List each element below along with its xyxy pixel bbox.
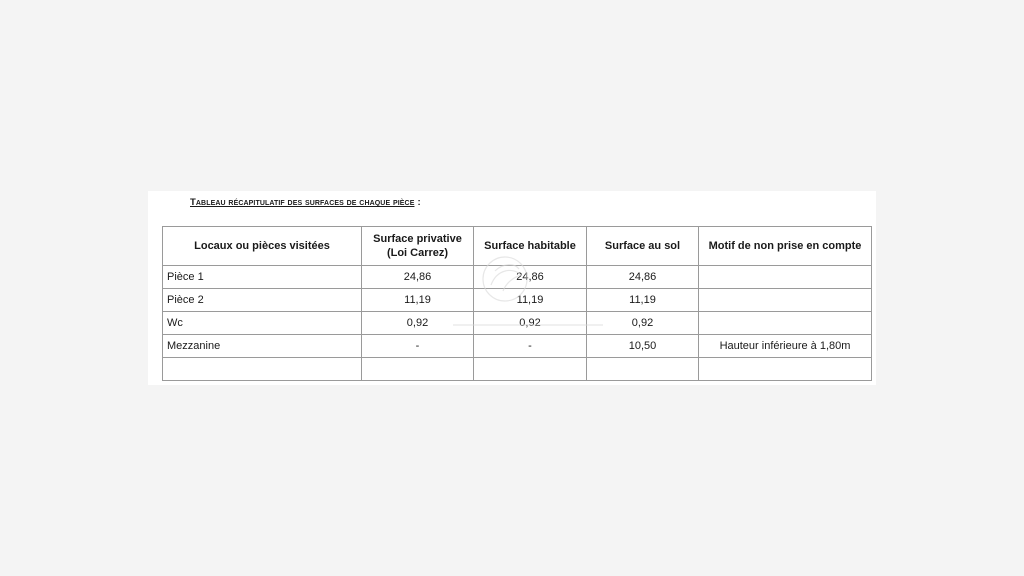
- table-header-row: [163, 227, 872, 266]
- table-row: [163, 289, 872, 312]
- cell-sol: 0,92: [587, 312, 699, 335]
- cell-habitable: [474, 358, 587, 381]
- cell-piece: Mezzanine: [163, 335, 362, 358]
- header-locaux: Locaux ou pièces visitées: [163, 227, 362, 266]
- table-row: [163, 266, 872, 289]
- cell-piece: [163, 358, 362, 381]
- document-panel: [148, 191, 876, 385]
- cell-sol: 24,86: [587, 266, 699, 289]
- cell-motif: [699, 312, 872, 335]
- cell-piece: Wc: [163, 312, 362, 335]
- cell-motif: [699, 289, 872, 312]
- document-title: [190, 197, 421, 208]
- cell-motif: Hauteur inférieure à 1,80m: [699, 335, 872, 358]
- cell-habitable: 24,86: [474, 266, 587, 289]
- cell-piece: Pièce 1: [163, 266, 362, 289]
- cell-privative: 11,19: [362, 289, 474, 312]
- cell-motif: [699, 266, 872, 289]
- header-surface-habitable: Surface habitable: [474, 227, 587, 266]
- cell-sol: 10,50: [587, 335, 699, 358]
- table-row: [163, 335, 872, 358]
- cell-privative: [362, 358, 474, 381]
- surfaces-table: [162, 226, 872, 381]
- document-title-text: Tableau récapitulatif des surfaces de chaque pièce: [190, 197, 415, 208]
- table-row: [163, 358, 872, 381]
- cell-privative: -: [362, 335, 474, 358]
- header-motif: Motif de non prise en compte: [699, 227, 872, 266]
- cell-sol: [587, 358, 699, 381]
- table-row: [163, 312, 872, 335]
- cell-privative: 24,86: [362, 266, 474, 289]
- cell-privative: 0,92: [362, 312, 474, 335]
- cell-habitable: 0,92: [474, 312, 587, 335]
- cell-habitable: 11,19: [474, 289, 587, 312]
- cell-habitable: -: [474, 335, 587, 358]
- cell-piece: Pièce 2: [163, 289, 362, 312]
- header-surface-sol: Surface au sol: [587, 227, 699, 266]
- cell-sol: 11,19: [587, 289, 699, 312]
- cell-motif: [699, 358, 872, 381]
- header-surface-privative: Surface privative (Loi Carrez): [362, 227, 474, 266]
- document-title-colon: :: [417, 197, 421, 208]
